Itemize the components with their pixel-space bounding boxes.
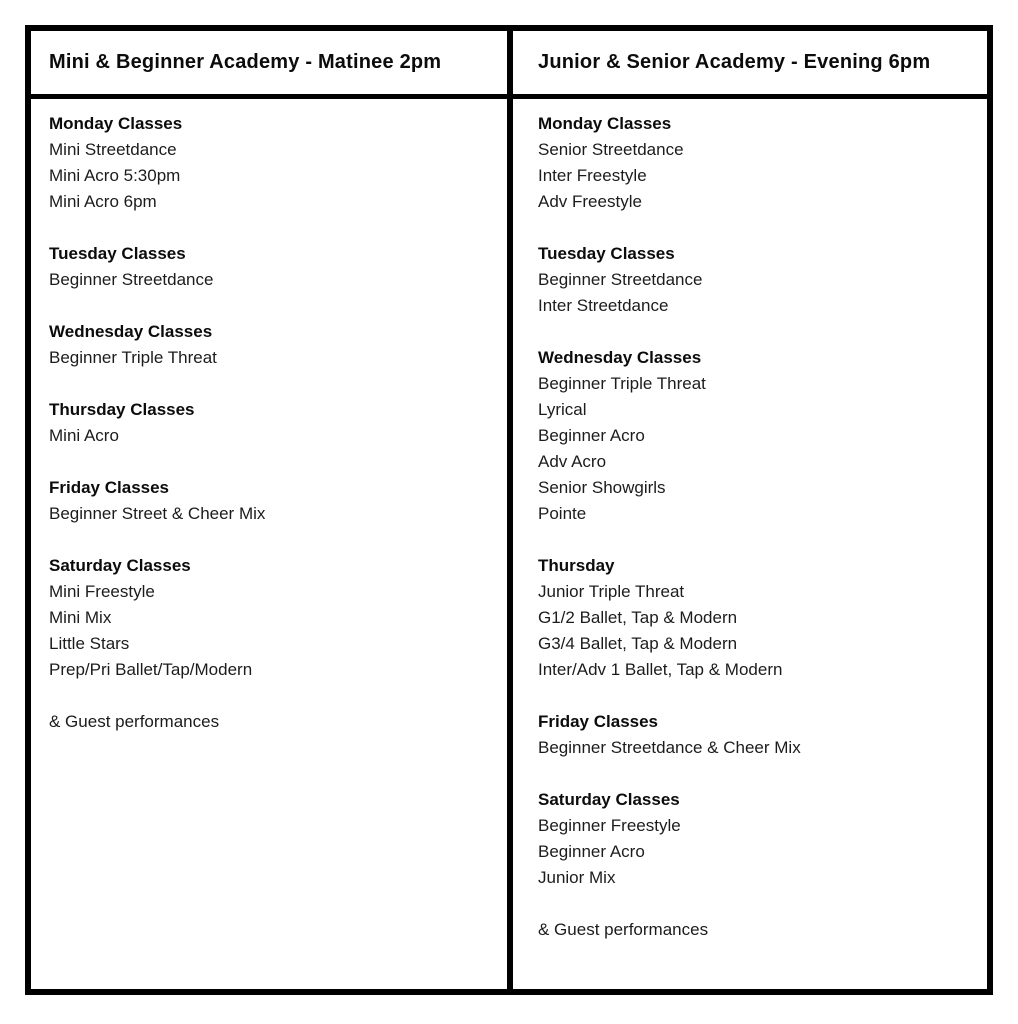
class-item: Beginner Streetdance bbox=[538, 270, 703, 289]
day-heading: Friday Classes bbox=[538, 712, 659, 731]
table-body-row bbox=[31, 99, 987, 989]
class-item: Mini Mix bbox=[49, 608, 112, 627]
class-item: Beginner Triple Threat bbox=[538, 374, 706, 393]
class-item: Inter Freestyle bbox=[538, 166, 647, 185]
day-section bbox=[49, 319, 495, 371]
day-heading: Monday Classes bbox=[49, 114, 183, 133]
class-item: Mini Acro 6pm bbox=[49, 192, 157, 211]
day-section bbox=[49, 397, 495, 449]
day-section bbox=[49, 241, 495, 293]
class-item: G1/2 Ballet, Tap & Modern bbox=[538, 608, 738, 627]
class-item: Lyrical bbox=[538, 400, 587, 419]
class-item: Senior Streetdance bbox=[538, 140, 684, 159]
class-item: Beginner Acro bbox=[538, 842, 645, 861]
class-item: Beginner Streetdance & Cheer Mix bbox=[538, 738, 801, 757]
day-heading: Wednesday Classes bbox=[538, 348, 702, 367]
day-heading: Tuesday Classes bbox=[49, 244, 186, 263]
day-section bbox=[538, 787, 975, 891]
class-item: Mini Acro bbox=[49, 426, 119, 445]
day-section bbox=[538, 345, 975, 527]
day-heading: Saturday Classes bbox=[49, 556, 191, 575]
guest-performances-note: & Guest performances bbox=[538, 920, 709, 939]
day-section bbox=[49, 553, 495, 683]
day-heading: Thursday bbox=[538, 556, 615, 575]
column-header-label: Mini & Beginner Academy - Matinee 2pm bbox=[49, 51, 442, 73]
day-section bbox=[538, 241, 975, 319]
class-item: Beginner Street & Cheer Mix bbox=[49, 504, 266, 523]
day-section bbox=[538, 553, 975, 683]
column-body-junior-senior bbox=[513, 99, 987, 989]
day-section bbox=[538, 111, 975, 215]
class-item: Beginner Streetdance bbox=[49, 270, 214, 289]
guest-performances-note: & Guest performances bbox=[49, 712, 220, 731]
column-header-junior-senior bbox=[513, 31, 987, 94]
class-item: Junior Mix bbox=[538, 868, 616, 887]
class-item: Senior Showgirls bbox=[538, 478, 666, 497]
class-item: Mini Freestyle bbox=[49, 582, 155, 601]
day-heading: Wednesday Classes bbox=[49, 322, 213, 341]
class-item: Adv Acro bbox=[538, 452, 607, 471]
class-item: Pointe bbox=[538, 504, 587, 523]
class-item: Beginner Triple Threat bbox=[49, 348, 217, 367]
class-item: Adv Freestyle bbox=[538, 192, 642, 211]
day-heading: Thursday Classes bbox=[49, 400, 195, 419]
day-heading: Tuesday Classes bbox=[538, 244, 675, 263]
class-item: Mini Acro 5:30pm bbox=[49, 166, 181, 185]
class-item: Beginner Freestyle bbox=[538, 816, 681, 835]
class-item: Inter Streetdance bbox=[538, 296, 669, 315]
day-section bbox=[49, 475, 495, 527]
class-item: Little Stars bbox=[49, 634, 130, 653]
class-item: G3/4 Ballet, Tap & Modern bbox=[538, 634, 738, 653]
column-body-mini-beginner bbox=[31, 99, 513, 989]
day-section bbox=[538, 709, 975, 761]
day-heading: Saturday Classes bbox=[538, 790, 680, 809]
class-item: Prep/Pri Ballet/Tap/Modern bbox=[49, 660, 253, 679]
schedule-table bbox=[25, 25, 993, 995]
day-section bbox=[49, 111, 495, 215]
column-header-label: Junior & Senior Academy - Evening 6pm bbox=[538, 51, 931, 73]
class-item: Mini Streetdance bbox=[49, 140, 177, 159]
day-heading: Monday Classes bbox=[538, 114, 672, 133]
table-header-row bbox=[31, 31, 987, 99]
class-item: Inter/Adv 1 Ballet, Tap & Modern bbox=[538, 660, 783, 679]
column-header-mini-beginner bbox=[31, 31, 513, 94]
day-heading: Friday Classes bbox=[49, 478, 170, 497]
class-item: Beginner Acro bbox=[538, 426, 645, 445]
class-item: Junior Triple Threat bbox=[538, 582, 685, 601]
